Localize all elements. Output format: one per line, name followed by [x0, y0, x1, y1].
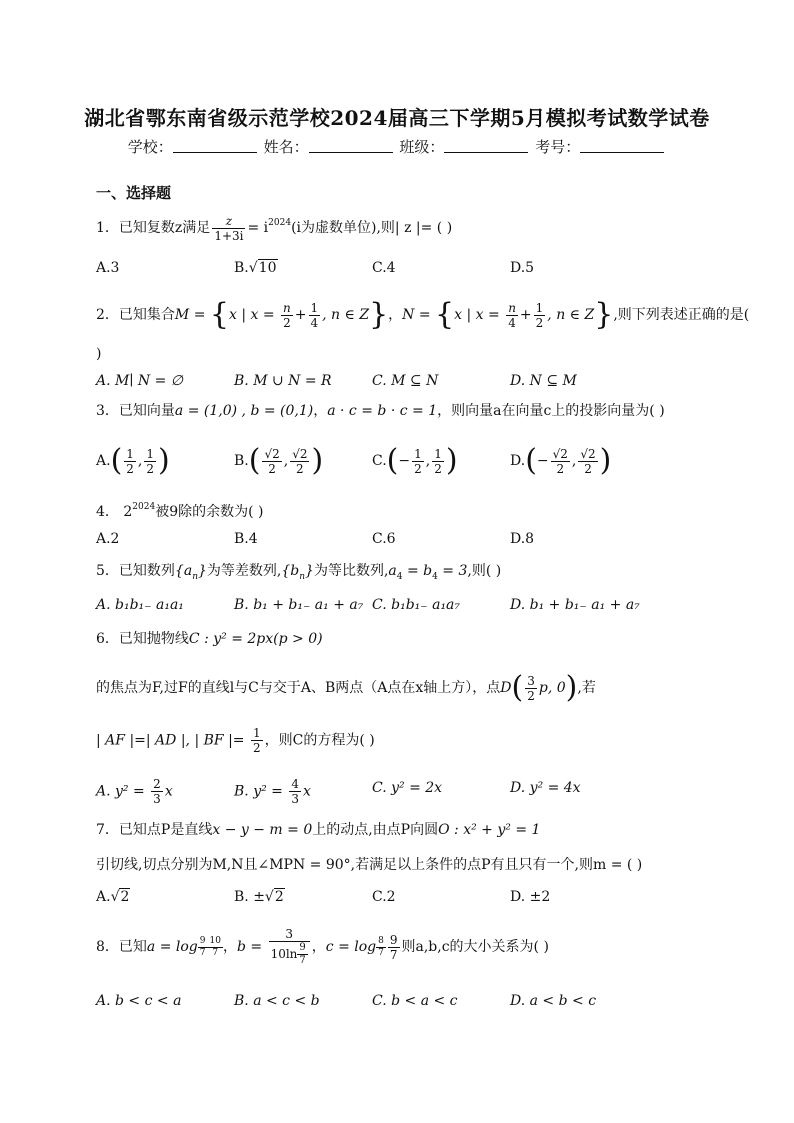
q5-option-a: A. b₁b₁₋ a₁a₁ — [96, 597, 184, 613]
name-blank[interactable] — [309, 138, 393, 153]
q4-option-a: A.2 — [96, 531, 120, 547]
class-blank[interactable] — [444, 138, 528, 153]
q6-option-d: D. y² = 4x — [510, 780, 581, 796]
q1-option-a: A.3 — [96, 260, 120, 276]
question-3: 3．已知向量a = (1,0) , b = (0,1)，a · c = b · c = 1，则向量a在向量c上的投影向量为( ) — [96, 403, 665, 419]
q7-option-d: D. ±2 — [510, 889, 551, 905]
q7-option-a: A.√2 — [96, 889, 130, 905]
section-heading: 一、选择题 — [96, 184, 172, 202]
q2-option-d: D. N ⊆ M — [510, 373, 577, 389]
q5-option-b: B. b₁ + b₁₋ a₁ + a₇ — [234, 597, 364, 613]
q1-option-c: C.4 — [372, 260, 396, 276]
q8-option-c: C. b < a < c — [372, 993, 458, 1009]
q4-option-c: C.6 — [372, 531, 396, 547]
q5-option-d: D. b₁ + b₁₋ a₁ + a₇ — [510, 597, 640, 613]
school-label: 学校： — [127, 138, 173, 156]
q1-option-b: B.√10 — [234, 260, 277, 276]
question-7-line-2: 引切线,切点分别为M,N且∠MPN = 90°,若满足以上条件的点P有且只有一个,则m = ( ) — [96, 857, 643, 873]
question-7: 7．已知点P是直线x − y − m = 0上的动点,由点P向圆O : x² + y² = 1 — [96, 822, 541, 838]
fraction: $\frac{z}{1+3i}$ — [214, 213, 244, 243]
q5-option-c: C. b₁b₁₋ a₁a₇ — [372, 597, 461, 613]
name-label: 姓名： — [263, 138, 309, 156]
q7-option-c: C.2 — [372, 889, 396, 905]
question-6: 6．已知抛物线C : y² = 2px(p > 0) — [96, 631, 323, 647]
question-2-continued: ) — [96, 346, 102, 362]
q3-option-d: D.(− $\frac{√2}{2}$ , $\frac{√2}{2}$ ) — [510, 443, 612, 478]
question-6-line-2: 的焦点为F,过F的直线l与C与交于A、B两点（A点在x轴上方），点D( $\frac{3}{2}$ p, 0),若 — [96, 670, 596, 705]
question-1: 1．已知复数z满足 $\frac{z}{1+3i}$ = $i^{2024}(i$为虚数单位),则| z |= ( ) — [96, 213, 453, 243]
class-label: 班级： — [399, 138, 445, 156]
question-8: 8．已知a = log $\frac{9}{7}$ $\frac{10}{7}$ ，b = 3 10ln $\frac{9}{7}$ ，c = log $\frac{8}{7}$ $\frac{9}{7}$ 则a,b,c的大小关系为( ) — [96, 927, 549, 966]
q8-option-a: A. b < c < a — [96, 993, 182, 1009]
q8-option-b: B. a < c < b — [234, 993, 320, 1009]
question-6-line-3: | AF |=| AD |, | BF |= $\frac{1}{2}$ ，则C的方程为( ) — [96, 726, 375, 755]
q6-option-a: A. y² = $\frac{2}{3}$ x — [96, 777, 173, 806]
q3-option-b: B.( $\frac{√2}{2}$ , $\frac{√2}{2}$ ) — [234, 443, 324, 478]
q6-option-b: B. y² = $\frac{4}{3}$ x — [234, 777, 311, 806]
q4-option-d: D.8 — [510, 531, 535, 547]
question-2: 2．已知集合M = {x | x = $\frac{n}{2}$ + $\frac{1}{4}$ , n ∈ Z}，N = {x | x = $\frac{n}{4}$ + $\frac{1}{2}$ , n ∈ Z},则下列表述正确的是( — [96, 297, 750, 332]
exam-title: 湖北省鄂东南省级示范学校2024届高三下学期5月模拟考试数学试卷 — [84, 106, 710, 130]
q4-option-b: B.4 — [234, 531, 258, 547]
q8-option-d: D. a < b < c — [510, 993, 597, 1009]
exam-number-blank[interactable] — [580, 138, 664, 153]
q7-option-b: B. ±√2 — [234, 889, 284, 905]
q3-option-a: A.( $\frac{1}{2}$ , $\frac{1}{2}$ ) — [96, 443, 170, 478]
exam-number-label: 考号： — [535, 138, 581, 156]
student-info-line — [0, 136, 794, 157]
school-blank[interactable] — [173, 138, 257, 153]
question-4: 4． $2^{2024}$被9除的余数为( ) — [96, 502, 264, 520]
q2-option-b: B. M ∪ N = R — [234, 373, 332, 389]
q6-option-c: C. y² = 2x — [372, 780, 443, 796]
q2-option-a: A. M∣ N = ∅ — [96, 373, 183, 389]
q2-option-c: C. M ⊆ N — [372, 373, 439, 389]
q1-option-d: D.5 — [510, 260, 535, 276]
q3-option-c: C.(− $\frac{1}{2}$ , $\frac{1}{2}$ ) — [372, 443, 458, 478]
question-5: 5．已知数列$\{a_n\}$为等差数列$,\{b_n\}$为等比数列$,a_4 = b_4 = 3$,则( ) — [96, 563, 502, 582]
